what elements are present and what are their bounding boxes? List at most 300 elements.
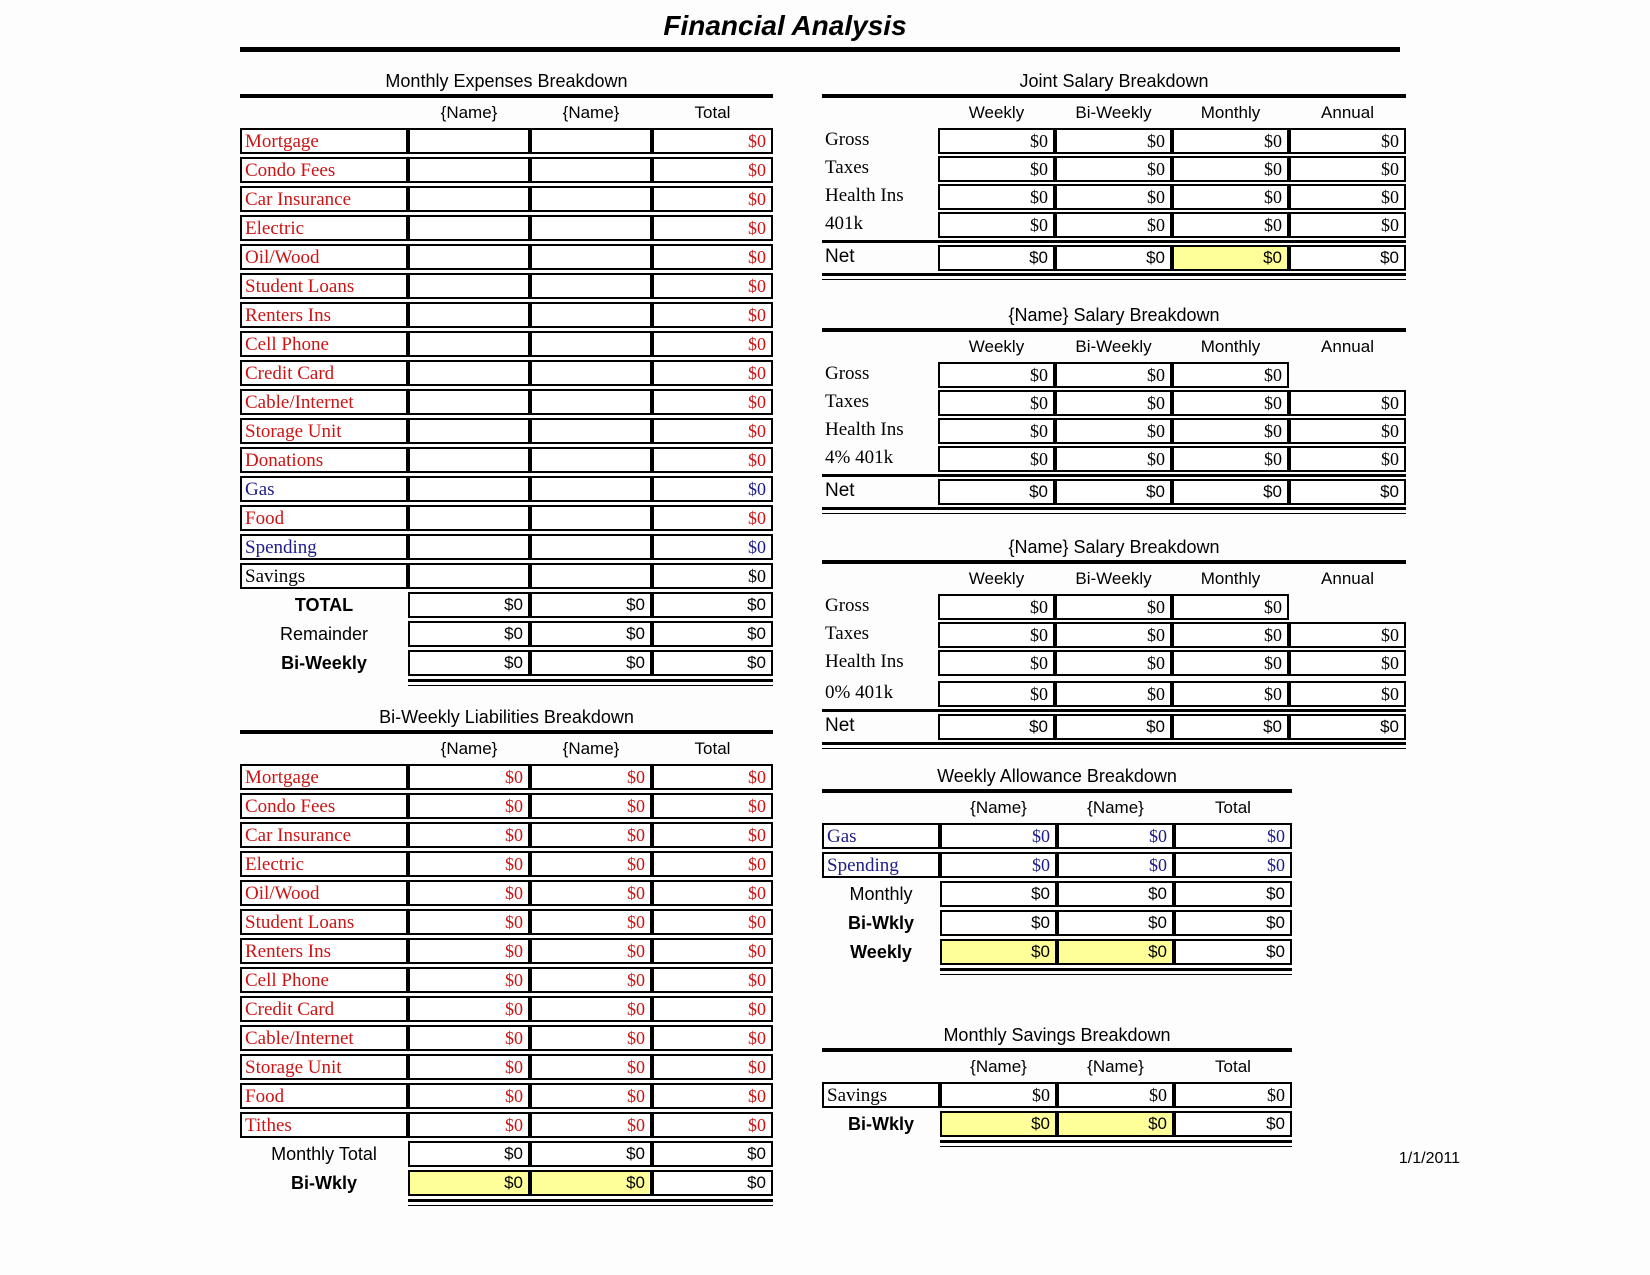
row-label: Condo Fees — [240, 793, 408, 819]
value-cell: $0 — [938, 128, 1055, 154]
page-title: Financial Analysis — [663, 10, 907, 41]
value-cell: $0 — [1172, 714, 1289, 740]
table-row — [240, 186, 773, 212]
value-cell: $0 — [1055, 681, 1172, 707]
empty-cell — [1289, 594, 1406, 620]
value-cell: $0 — [652, 650, 773, 676]
value-cell: $0 — [1172, 594, 1289, 620]
value-cell: $0 — [652, 1112, 773, 1138]
value-cell: $0 — [940, 881, 1057, 907]
value-cell: $0 — [938, 714, 1055, 740]
row-label: Mortgage — [240, 764, 408, 790]
value-cell: $0 — [652, 592, 773, 618]
value-cell: $0 — [652, 128, 773, 154]
net-row — [822, 245, 1406, 271]
table-title: Joint Salary Breakdown — [1019, 71, 1209, 91]
value-cell: $0 — [530, 909, 652, 935]
value-cell: $0 — [652, 389, 773, 415]
table-row — [240, 793, 773, 819]
value-cell — [408, 128, 530, 154]
col-header: Bi-Weekly — [1075, 103, 1152, 122]
row-label: Gross — [825, 595, 870, 616]
value-cell: $0 — [652, 186, 773, 212]
row-label: 0% 401k — [825, 682, 894, 703]
value-cell: $0 — [530, 592, 652, 618]
value-cell: $0 — [408, 621, 530, 647]
value-cell: $0 — [1289, 650, 1406, 676]
row-label: Net — [825, 715, 855, 736]
row-label: Taxes — [825, 391, 870, 412]
value-cell — [408, 186, 530, 212]
value-cell: $0 — [1057, 939, 1174, 965]
value-cell — [408, 389, 530, 415]
col-header: {Name} — [440, 103, 498, 122]
value-cell: $0 — [652, 418, 773, 444]
value-cell: $0 — [652, 1025, 773, 1051]
table-row — [240, 302, 773, 328]
table-row — [822, 1111, 1292, 1137]
value-cell: $0 — [408, 1025, 530, 1051]
value-cell — [530, 186, 652, 212]
table-row — [822, 184, 1406, 210]
row-label: Health Ins — [825, 185, 904, 206]
value-cell: $0 — [530, 1112, 652, 1138]
row-label: Taxes — [825, 157, 870, 178]
row-label: Student Loans — [240, 909, 408, 935]
value-cell: $0 — [1289, 446, 1406, 472]
value-cell: $0 — [1289, 418, 1406, 444]
value-cell: $0 — [1057, 823, 1174, 849]
value-cell: $0 — [940, 1082, 1057, 1108]
table-row — [822, 1082, 1292, 1108]
table-title-rule — [822, 1048, 1292, 1052]
table-row — [822, 390, 1406, 416]
table-row — [822, 881, 1292, 907]
value-cell: $0 — [940, 1111, 1057, 1137]
value-cell — [530, 244, 652, 270]
col-header: {Name} — [1087, 1057, 1144, 1076]
value-cell: $0 — [530, 621, 652, 647]
table-row — [240, 1054, 773, 1080]
table-row — [822, 446, 1406, 472]
col-header: Weekly — [968, 337, 1025, 356]
value-cell: $0 — [1172, 212, 1289, 238]
value-cell: $0 — [652, 880, 773, 906]
row-label: Credit Card — [240, 996, 408, 1022]
row-label: Gross — [825, 363, 870, 384]
row-label: Net — [825, 246, 855, 267]
col-header: {Name} — [970, 798, 1027, 817]
col-header: Monthly — [1200, 569, 1261, 588]
value-cell — [408, 302, 530, 328]
value-cell — [530, 534, 652, 560]
row-label: Condo Fees — [240, 157, 408, 183]
value-cell: $0 — [1172, 156, 1289, 182]
value-cell: $0 — [408, 1141, 530, 1167]
biweekly-liabilities-table — [240, 706, 773, 1206]
value-cell: $0 — [1057, 910, 1174, 936]
row-label: Savings — [822, 1082, 940, 1108]
value-cell: $0 — [1055, 446, 1172, 472]
col-header: Annual — [1321, 103, 1374, 122]
value-cell: $0 — [1289, 212, 1406, 238]
monthly-savings-table — [822, 1024, 1292, 1147]
value-cell: $0 — [408, 851, 530, 877]
value-cell: $0 — [938, 622, 1055, 648]
value-cell: $0 — [652, 505, 773, 531]
value-cell — [530, 128, 652, 154]
row-label: Student Loans — [240, 273, 408, 299]
value-cell: $0 — [652, 621, 773, 647]
table-title-rule — [240, 94, 773, 98]
table-row — [240, 505, 773, 531]
value-cell: $0 — [408, 938, 530, 964]
table-title-rule — [240, 730, 773, 734]
value-cell — [530, 563, 652, 589]
row-label: Oil/Wood — [240, 880, 408, 906]
value-cell: $0 — [1174, 852, 1292, 878]
value-cell: $0 — [938, 156, 1055, 182]
table-row — [240, 563, 773, 589]
value-cell: $0 — [1174, 823, 1292, 849]
row-label: Tithes — [240, 1112, 408, 1138]
row-label: Cable/Internet — [240, 1025, 408, 1051]
table-row — [240, 880, 773, 906]
table-row — [822, 910, 1292, 936]
value-cell: $0 — [652, 909, 773, 935]
net-row — [822, 479, 1406, 505]
value-cell: $0 — [408, 1083, 530, 1109]
value-cell: $0 — [1289, 245, 1406, 271]
col-header-blank — [240, 100, 408, 126]
value-cell: $0 — [1172, 622, 1289, 648]
value-cell: $0 — [1055, 418, 1172, 444]
value-cell — [408, 215, 530, 241]
row-label: Car Insurance — [240, 186, 408, 212]
col-header-blank — [822, 100, 938, 126]
value-cell: $0 — [1289, 128, 1406, 154]
value-cell: $0 — [1055, 594, 1172, 620]
col-header-blank — [240, 736, 408, 762]
table-row — [822, 823, 1292, 849]
value-cell: $0 — [1289, 681, 1406, 707]
table-row — [240, 938, 773, 964]
row-label: Storage Unit — [240, 1054, 408, 1080]
value-cell — [530, 273, 652, 299]
column-headers — [240, 736, 773, 760]
value-cell: $0 — [1172, 446, 1289, 472]
row-label: Spending — [822, 852, 940, 878]
value-cell: $0 — [530, 1054, 652, 1080]
value-cell: $0 — [408, 880, 530, 906]
footer-label: TOTAL — [294, 595, 354, 615]
row-label: Spending — [240, 534, 408, 560]
col-header: Weekly — [968, 569, 1025, 588]
value-cell — [530, 418, 652, 444]
col-header: {Name} — [1087, 798, 1144, 817]
col-header: Bi-Weekly — [1075, 569, 1152, 588]
net-separator-rule — [822, 709, 1406, 712]
table-title: Bi-Weekly Liabilities Breakdown — [379, 707, 634, 727]
table-title: Monthly Expenses Breakdown — [385, 71, 628, 91]
value-cell: $0 — [1055, 184, 1172, 210]
value-cell — [408, 331, 530, 357]
table-row — [240, 157, 773, 183]
value-cell — [530, 331, 652, 357]
name2-salary-table — [822, 536, 1406, 749]
column-headers — [822, 334, 1406, 358]
value-cell: $0 — [1055, 622, 1172, 648]
row-label: Bi-Wkly — [847, 1114, 914, 1134]
value-cell: $0 — [1289, 156, 1406, 182]
value-cell: $0 — [938, 446, 1055, 472]
value-cell: $0 — [530, 764, 652, 790]
net-separator-rule — [822, 474, 1406, 477]
value-cell: $0 — [652, 360, 773, 386]
value-cell: $0 — [408, 1054, 530, 1080]
row-label: Health Ins — [825, 419, 904, 440]
value-cell — [530, 447, 652, 473]
value-cell: $0 — [652, 215, 773, 241]
footer-label: Bi-Wkly — [290, 1173, 357, 1193]
double-rule — [408, 1199, 773, 1206]
table-row — [240, 389, 773, 415]
report-date: 1/1/2011 — [1398, 1150, 1460, 1167]
row-label: Savings — [240, 563, 408, 589]
value-cell: $0 — [408, 996, 530, 1022]
value-cell: $0 — [408, 909, 530, 935]
row-label: Food — [240, 1083, 408, 1109]
footer-row — [240, 592, 773, 618]
value-cell — [530, 302, 652, 328]
value-cell: $0 — [530, 822, 652, 848]
col-header-blank — [822, 334, 938, 360]
value-cell: $0 — [1172, 128, 1289, 154]
value-cell — [408, 476, 530, 502]
value-cell — [408, 360, 530, 386]
table-title-rule — [822, 560, 1406, 564]
value-cell: $0 — [530, 650, 652, 676]
value-cell: $0 — [408, 967, 530, 993]
value-cell: $0 — [1055, 479, 1172, 505]
value-cell: $0 — [1055, 650, 1172, 676]
monthly-expenses-table — [240, 70, 773, 686]
table-row — [822, 681, 1406, 707]
footer-label: Bi-Weekly — [281, 653, 367, 673]
row-label: Donations — [240, 447, 408, 473]
value-cell: $0 — [408, 822, 530, 848]
value-cell: $0 — [1174, 1082, 1292, 1108]
table-row — [240, 851, 773, 877]
value-cell: $0 — [530, 996, 652, 1022]
double-rule — [822, 273, 1406, 280]
table-title-rule — [822, 94, 1406, 98]
column-headers — [822, 566, 1406, 590]
table-row — [240, 1083, 773, 1109]
value-cell: $0 — [938, 594, 1055, 620]
value-cell — [408, 244, 530, 270]
value-cell: $0 — [408, 592, 530, 618]
col-header: {Name} — [562, 103, 620, 122]
table-row — [822, 362, 1406, 388]
net-separator-rule — [822, 240, 1406, 243]
value-cell: $0 — [1289, 622, 1406, 648]
value-cell: $0 — [1289, 184, 1406, 210]
value-cell: $0 — [1055, 212, 1172, 238]
value-cell: $0 — [1174, 910, 1292, 936]
value-cell — [530, 215, 652, 241]
value-cell: $0 — [652, 1170, 773, 1196]
table-row — [822, 852, 1292, 878]
col-header: {Name} — [562, 739, 620, 758]
table-row — [240, 418, 773, 444]
value-cell: $0 — [938, 418, 1055, 444]
value-cell: $0 — [1289, 479, 1406, 505]
table-row — [240, 273, 773, 299]
value-cell: $0 — [1055, 362, 1172, 388]
table-title: {Name} Salary Breakdown — [1008, 305, 1220, 325]
value-cell: $0 — [938, 650, 1055, 676]
table-row — [822, 156, 1406, 182]
table-title: {Name} Salary Breakdown — [1008, 537, 1220, 557]
value-cell — [408, 418, 530, 444]
row-label: Renters Ins — [240, 938, 408, 964]
table-row — [240, 1025, 773, 1051]
footer-label: Remainder — [279, 624, 369, 644]
row-label: 401k — [825, 213, 863, 234]
column-headers — [240, 100, 773, 124]
value-cell: $0 — [652, 534, 773, 560]
table-row — [822, 594, 1406, 620]
table-row — [240, 534, 773, 560]
row-label: Cable/Internet — [240, 389, 408, 415]
table-title-rule — [822, 328, 1406, 332]
value-cell: $0 — [1057, 881, 1174, 907]
row-label: Food — [240, 505, 408, 531]
table-row — [240, 476, 773, 502]
table-title: Monthly Savings Breakdown — [943, 1025, 1171, 1045]
double-rule — [822, 742, 1406, 749]
value-cell: $0 — [652, 302, 773, 328]
row-label: Cell Phone — [240, 967, 408, 993]
value-cell: $0 — [938, 245, 1055, 271]
value-cell: $0 — [652, 938, 773, 964]
col-header-blank — [822, 566, 938, 592]
row-label: Net — [825, 480, 855, 501]
value-cell: $0 — [408, 793, 530, 819]
value-cell: $0 — [1172, 245, 1289, 271]
value-cell: $0 — [938, 212, 1055, 238]
value-cell: $0 — [1055, 714, 1172, 740]
value-cell: $0 — [530, 851, 652, 877]
row-label: Cell Phone — [240, 331, 408, 357]
value-cell — [408, 534, 530, 560]
joint-salary-table — [822, 70, 1406, 280]
table-row — [822, 128, 1406, 154]
row-label: Renters Ins — [240, 302, 408, 328]
value-cell — [530, 360, 652, 386]
value-cell: $0 — [652, 157, 773, 183]
value-cell: $0 — [652, 331, 773, 357]
value-cell: $0 — [1172, 418, 1289, 444]
value-cell: $0 — [1174, 939, 1292, 965]
row-label: Storage Unit — [240, 418, 408, 444]
row-label: Health Ins — [825, 651, 904, 672]
value-cell: $0 — [938, 479, 1055, 505]
row-label: Gas — [240, 476, 408, 502]
double-rule — [408, 679, 773, 686]
col-header: Annual — [1321, 337, 1374, 356]
row-label: Weekly — [850, 942, 912, 962]
value-cell: $0 — [530, 938, 652, 964]
value-cell — [530, 476, 652, 502]
value-cell: $0 — [938, 681, 1055, 707]
value-cell — [408, 563, 530, 589]
row-label: Taxes — [825, 623, 870, 644]
table-row — [822, 939, 1292, 965]
empty-cell — [1289, 362, 1406, 388]
double-rule — [940, 968, 1292, 975]
value-cell: $0 — [1057, 1082, 1174, 1108]
value-cell: $0 — [1289, 714, 1406, 740]
value-cell: $0 — [938, 362, 1055, 388]
table-row — [240, 996, 773, 1022]
col-header-blank — [822, 1054, 940, 1080]
value-cell: $0 — [1172, 479, 1289, 505]
table-row — [240, 764, 773, 790]
value-cell — [530, 157, 652, 183]
value-cell: $0 — [530, 1141, 652, 1167]
value-cell: $0 — [1289, 390, 1406, 416]
col-header: {Name} — [970, 1057, 1027, 1076]
value-cell: $0 — [1172, 650, 1289, 676]
value-cell: $0 — [530, 1170, 652, 1196]
value-cell: $0 — [1057, 852, 1174, 878]
table-row — [240, 447, 773, 473]
value-cell: $0 — [652, 273, 773, 299]
value-cell: $0 — [652, 476, 773, 502]
value-cell: $0 — [938, 184, 1055, 210]
col-header: Monthly — [1200, 337, 1261, 356]
value-cell: $0 — [652, 851, 773, 877]
value-cell: $0 — [652, 967, 773, 993]
value-cell — [530, 505, 652, 531]
value-cell — [408, 157, 530, 183]
value-cell: $0 — [530, 1083, 652, 1109]
table-row — [822, 418, 1406, 444]
row-label: Monthly — [849, 884, 913, 904]
table-row — [240, 1112, 773, 1138]
row-label: Car Insurance — [240, 822, 408, 848]
value-cell — [408, 505, 530, 531]
value-cell: $0 — [652, 244, 773, 270]
table-row — [240, 909, 773, 935]
table-row — [822, 212, 1406, 238]
col-header: {Name} — [440, 739, 498, 758]
table-row — [822, 622, 1406, 648]
footer-row — [240, 1141, 773, 1167]
column-headers — [822, 1054, 1292, 1078]
value-cell: $0 — [530, 880, 652, 906]
footer-row — [240, 621, 773, 647]
value-cell: $0 — [1055, 245, 1172, 271]
value-cell: $0 — [408, 764, 530, 790]
col-header: Total — [694, 739, 731, 758]
value-cell: $0 — [652, 1083, 773, 1109]
value-cell: $0 — [1172, 390, 1289, 416]
row-label: Electric — [240, 851, 408, 877]
value-cell: $0 — [940, 939, 1057, 965]
